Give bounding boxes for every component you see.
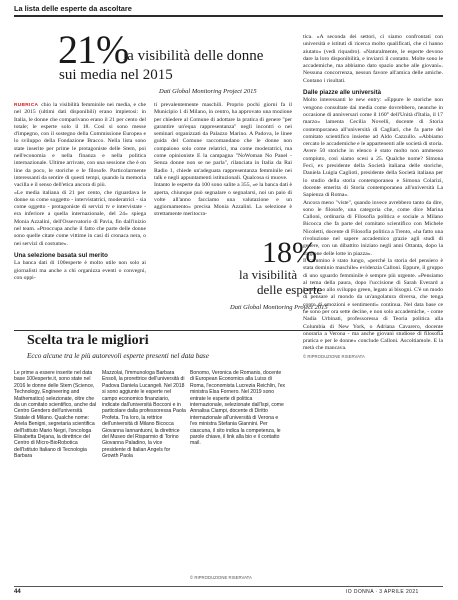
- box-column-3: [190, 370, 286, 447]
- box-col2-text: Mazzolai, l'immunologa Barbara Ensoli, la prorettrice dell'università di Padova Daniela Lucangeli. Nel 2018 si sono aggiunte le esperte nel campo economico finanziario, indicate dall'università Bocconi e in particolare dalla professoressa Paola Profeta. Tra loro, la rettrice dell'università di Milano Bicocca Giovanna Iannantuoni, la direttrice del Museo del Risparmio di Torino Giovanna Paladino, la vice presidente di Italian Angels for Growth Paola: [102, 370, 186, 460]
- box-col3-text: Bonomo, Veronica de Romanis, docente di European Economics alla Luiss di Roma, l'economista Lucrezia Reichlin, l'ex ministra Elsa Fornero. Nel 2019 sono entrate le esperte di politica internazionale, selezionate dall'Ispi, come Annalisa Ciampi, docente di Diritto internazionale all'università di Verona e l'ex ministra Stefania Giannini. Per ciascuna, il sito indica la competenza, le parole chiave, il link alla bio e il contatto mail.: [190, 370, 286, 447]
- col3-para4: Il cammino è stato lungo, «perché la storia del pensiero è stata dominio maschile» evidenzia Calloni. Eppure, il gruppo di uno sguardo femminile è sempre più urgente. «Pensiamo al tema della paura, dopo l'uccisione di Sarah Everard a Londra, o allo sviluppo green, legato ai bisogni. C'è un modo di pensare al mondo da un'angolatura diversa, che tenga conto di emozioni e sentimenti» continua. Nel data base ce ne sono per ora sette decine, e non solo accademiche, - come Nadia Urbinati, professoressa di Teoria politica alla Columbia di New York, o Adriana Cavarero, docente onoraria a Verona - ma anche giovani studiose di filosofia pratica e per le donne» conclude Calloni. Ascoltiamole. E la metà che mancava.: [303, 257, 443, 352]
- headline-line2: sui media nel 2015: [59, 67, 173, 83]
- magazine-issue: IO DONNA · 3 APRILE 2021: [346, 589, 419, 595]
- headline-percent: 21%: [58, 27, 129, 72]
- col1-subheading: Una selezione basata sul merito: [14, 251, 108, 259]
- box-column-1: [14, 370, 98, 460]
- footer-rule: [14, 586, 443, 587]
- col1-para2: «Le media italiana di 21 per cento, che riguardava le donne su come soggetto - intervistatrici, moderatrici - sia come oggetto - protagoniste di servizi tv e intervistate - era inferiore a quella internazionale, del 24» spiega Monia Azzalini, dell'Osservatorio di Pavia, fin dall'inizio nel team. «Ptroccupa anche il fatto che parte delle donne sono quelle citate come vittime in casi di cronaca nera, o nei servizi di costume».: [14, 189, 146, 247]
- col3-copyright: © RIPRODUZIONE RISERVATA: [303, 353, 365, 359]
- col2-para1: ti prevalentemente maschili. Proprio pochi giorni fa il Municipio 1 di Milano, in centro, ha approvato una mozione per chiedere al Comune di adottare la pratica di genere "per garantire un'equa rappresentanza" negli incontri o nei seminari organizzati da Palazzo Marino. A Padova, le linee guida del Comune raccomandano che le donne non compaiono solo come relatrici, ma come moderatrici, ma come opinioniste E la campagna "NoWoman No Panel - Senza donne non se ne parla", rilanciata in Italia da Rai Radio 1, chiede un'adeguata rappresentanza femminile nei talk e negli appuntamenti istituzionali. Qualcosa si muove.: [154, 102, 292, 181]
- section-title: La lista delle esperte da ascoltare: [14, 4, 132, 13]
- article-column-2: [154, 102, 292, 219]
- subhead-source: Dati Global Monitoring Project 2015: [230, 304, 328, 311]
- box-copyright: © RIPRODUZIONE RISERVATA: [190, 575, 252, 580]
- col3-para2: Molto interessanti le new entry: «Eppure le storiche non vengono consultate dai media come dovrebbero, neanche in occasione di anniversari come il 160° dell'Unità d'Italia, il 17 marzo» lamenta Cecilia Novelli, docente di Storia contemporanea all'università di Cagliari, che fa parte del comitato scientifico insieme ad Aldo Cazzullo. «Abbiamo cercato le accademiche e le appartenenti alle società di storia. Avere 50 storiche in elenco è stato molto non ammesso compiuto, così siamo scesi a 25. Qualche nome? Simona Feci, ex presidente della Società italiana delle storiche, Daniela Luigia Caglioti, presidente della Società italiana per lo studio della storia contemporanea e Simona Colarizi, docente emerita di Storia contemporanea all'università La Sapienza di Roma».: [303, 97, 443, 199]
- headline-source: Dati Global Monitoring Project 2015: [159, 88, 257, 95]
- article-column-3: [303, 34, 443, 360]
- col3-subheading: Dalle piazze alle università: [303, 89, 382, 97]
- box-top-rule: [14, 330, 443, 331]
- col3-para1: tica. «A seconda dei settori, ci siamo confrontati con università e istituti di ricerca molto qualificati, che ci hanno aiutato» (vedi riquadro). «Naturalmente, le esperte devono dare la loro disponibilità, e inviarci il contatto. Molte sono le accademiche, ma abbiamo dato spazio anche alle giovani». Nessuna concorrenza, nessun favore all'amica delle amiche. Contano i risultati.: [303, 34, 443, 84]
- col2-para2: Intanto le esperte da 100 sono salite a 355, «e la banca dati è aperta, chiunque può segnalare o segnalarsi, noi un paio di volte all'anno facciamo una valutazione e un aggiornamento» precisa Monia Azzalini. La selezione è strettamente meritocra-: [154, 182, 292, 218]
- headline-line1: la visibilità delle donne: [123, 48, 264, 64]
- box-column-2: [102, 370, 186, 460]
- rubric-tag: RUBRICA: [14, 103, 39, 108]
- col3-para3: Ancora meno "viste", quando invece avrebbero tanto da dire, sono le filosofe, una categoria che, come dice Marina Calloni, ordinaria di Filosofia politica e sociale a Milano Bicocca che fa parte del comitato scientifico con Michele Nicoletti, docente di Filosofia politica a Trento, «ha fatto una rivoluzione nel sapere accademico grazie agli studi di genere, con un dibattito iniziato negli anni Ottanta, dopo la stagione delle lotte in piazza».: [303, 199, 443, 257]
- subhead-line2: delle esperte: [257, 282, 323, 297]
- box-subtitle: Ecco alcune tra le più autorevoli esperte presenti nel data base: [27, 352, 209, 360]
- col1-para3: La banca dati di 100esperte è molto utile non solo ai giornalisti ma anche a chi organizza eventi o convegni, con oppi-: [14, 260, 146, 281]
- subhead-line1: la visibilità: [239, 267, 298, 282]
- subhead-percent: 18%: [262, 236, 317, 269]
- top-rule: [14, 15, 443, 17]
- box-col1-text: Le prime a essere inserite nel data base 100esperte.it, sono state nel 2016 le donne delle Stem (Science, Technology, Engineering and Mathematics) selezionate, oltre che da un comitato scientifico, anche dal Centro Genders dell'università Statale di Milano. Qualche nome: Ariela Benigni, segretaria scientifica dell'Istituto Mario Negri, l'oncologa Elisabetta Dejana, la direttrice del Centro di Micro-BioRobotica dell'Istituto Italiano di Tecnologia Barbara: [14, 370, 97, 460]
- col1-para1: chio la visibilità femminile nei media, e che nel 2015 (ultimi dati disponibili) erano impietosi: in Italia, le donne che comparivano erano il 21 per cento del totale; le esperte solo il 18. Così si sono messe d'impegno, con il sostegno della Commissione Europea e lo sviluppo della Fondazione Bracco. Nella lista sono state inserite per prime le protagoniste delle Stem, poi nell'economia e nella finanza e nella politica internazionale. Ultime arrivate, con una sessione che è on line da poco, le storiche e le filosofe. Particolarmente interessanti da sentire di questi tempi, quando la memoria vacilla e il senso dell'etica ancora di più.: [14, 102, 146, 189]
- page-number: 44: [14, 589, 21, 595]
- box-title: Scelta tra le migliori: [27, 333, 149, 348]
- article-column-1: [14, 102, 146, 282]
